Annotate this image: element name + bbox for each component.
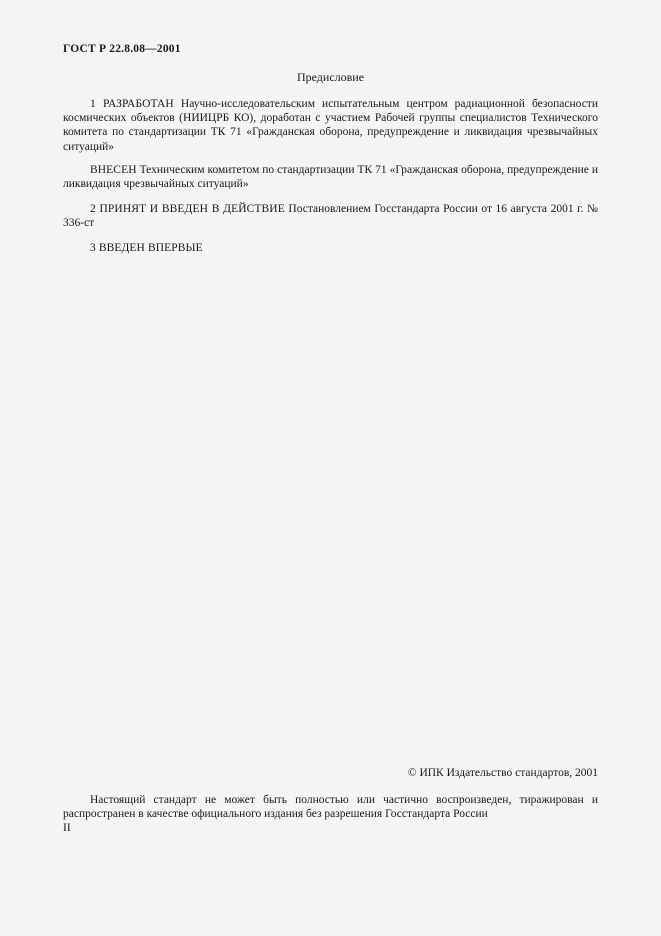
preface-item-1-text: Научно-исследовательским испытательным центром радиационной безопасности космических объектов (НИИЦРБ КО), доработан с участием Рабочей группы специалистов Технического комитета по стандартизации ТК 71 «Гражданская оборона, предупреждение и ликвидация чрезвычайных ситуаций» — [63, 98, 598, 153]
preface-item-introduced-text: Техническим комитетом по стандартизации ТК 71 «Гражданская оборона, предупреждение и ликвидация чрезвычайных ситуаций» — [63, 164, 598, 191]
page-number: II — [63, 822, 71, 834]
copyright-line: © ИПК Издательство стандартов, 2001 — [407, 767, 598, 779]
preface-item-1-lead: 1 РАЗРАБОТАН — [90, 98, 174, 110]
preface-item-1 — [63, 97, 598, 154]
preface-item-2-lead: 2 ПРИНЯТ И ВВЕДЕН В ДЕЙСТВИЕ — [90, 203, 285, 215]
preface-item-2 — [63, 202, 598, 230]
preface-item-introduced-lead: ВНЕСЕН — [90, 164, 137, 176]
reproduction-notice: Настоящий стандарт не может быть полностью или частично воспроизведен, тиражирован и распространен в качестве официального издания без разрешения Госстандарта России — [63, 794, 598, 821]
preface-item-3-lead: 3 ВВЕДЕН ВПЕРВЫЕ — [90, 242, 203, 254]
standard-code-header: ГОСТ Р 22.8.08—2001 — [63, 43, 181, 55]
preface-title: Предисловие — [296, 70, 365, 84]
preface-item-introduced — [63, 163, 598, 191]
preface-item-3 — [63, 241, 598, 255]
preface-item-2-text: Постановлением Госстандарта России от 16 августа 2001 г. № 336-ст — [63, 203, 598, 230]
